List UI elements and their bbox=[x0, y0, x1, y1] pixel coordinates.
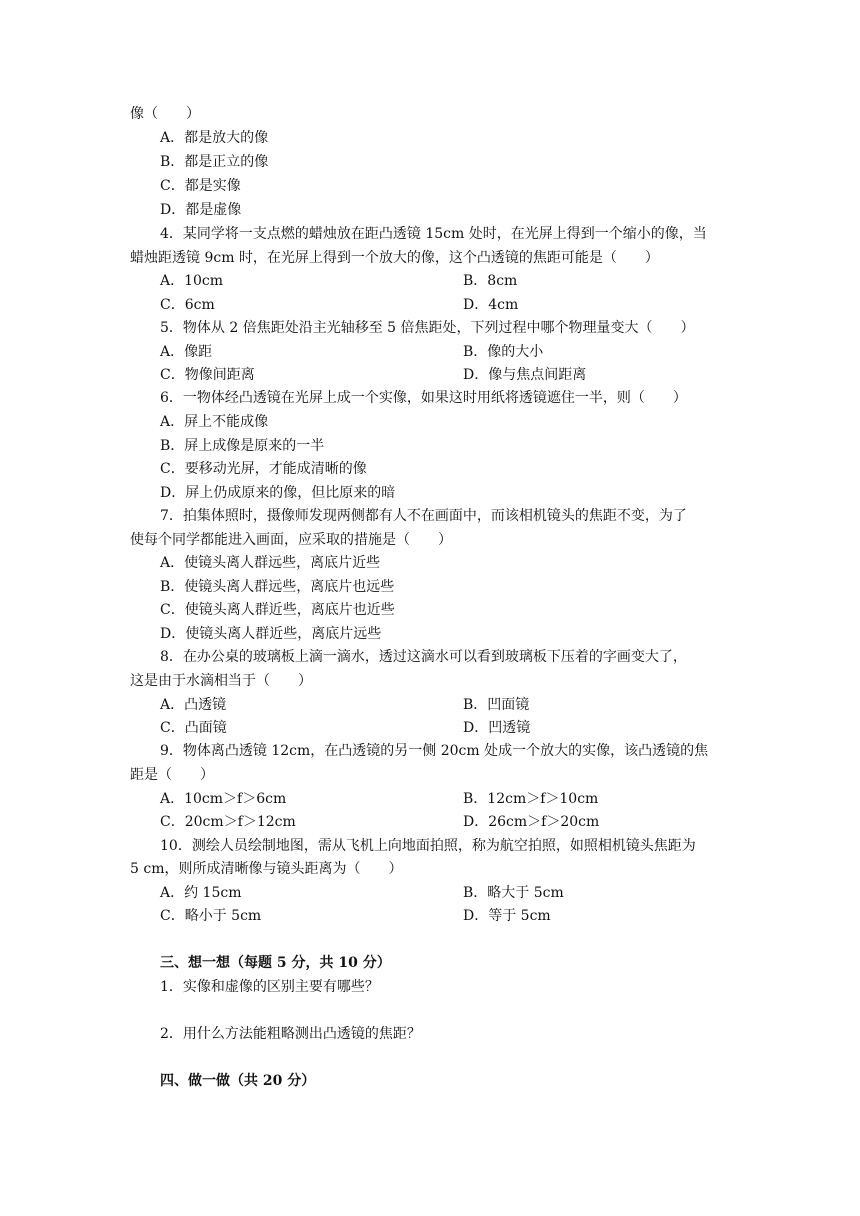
q6-option-a: A．屏上不能成像 bbox=[160, 414, 269, 430]
q10-option-a: A．约 15cm bbox=[160, 885, 242, 901]
q10-stem-line2: 5 cm，则所成清晰像与镜头距离为（ ） bbox=[130, 861, 403, 877]
q8-stem-line1: 8．在办公桌的玻璃板上滴一滴水，透过这滴水可以看到玻璃板下压着的字画变大了， bbox=[160, 649, 687, 665]
q7-option-b: B．使镜头离人群远些，离底片也远些 bbox=[160, 579, 395, 595]
q9-option-c: C．20cm＞f＞12cm bbox=[160, 814, 296, 830]
q4-option-d: D．4cm bbox=[463, 297, 519, 313]
q7-stem-line2: 使每个同学都能进入画面，应采取的措施是（ ） bbox=[130, 532, 452, 548]
q8-option-c: C．凸面镜 bbox=[160, 720, 227, 736]
q4-stem-line1: 4．某同学将一支点燃的蜡烛放在距凸透镜 15cm 处时，在光屏上得到一个缩小的像，当 bbox=[160, 226, 707, 242]
q7-option-d: D．使镜头离人群近些，离底片远些 bbox=[160, 626, 382, 642]
q4-option-a: A．10cm bbox=[160, 273, 224, 289]
q9-option-d: D．26cm＞f＞20cm bbox=[463, 814, 600, 830]
q6-stem: 6．一物体经凸透镜在光屏上成一个实像，如果这时用纸将透镜遮住一半，则（ ） bbox=[160, 390, 687, 406]
section3-heading: 三、想一想（每题 5 分，共 10 分） bbox=[160, 955, 391, 971]
q5-option-b: B．像的大小 bbox=[463, 344, 544, 360]
q4-stem-line2: 蜡烛距透镜 9cm 时，在光屏上得到一个放大的像，这个凸透镜的焦距可能是（ ） bbox=[130, 250, 659, 266]
q3-option-b: B．都是正立的像 bbox=[160, 154, 269, 170]
q9-option-b: B．12cm＞f＞10cm bbox=[463, 791, 599, 807]
q10-stem-line1: 10．测绘人员绘制地图，需从飞机上向地面拍照，称为航空拍照，如照相机镜头焦距为 bbox=[160, 838, 696, 854]
q7-option-c: C．使镜头离人群近些，离底片也近些 bbox=[160, 602, 395, 618]
q8-option-b: B．凹面镜 bbox=[463, 697, 530, 713]
q5-option-a: A．像距 bbox=[160, 344, 213, 360]
q5-stem: 5．物体从 2 倍焦距处沿主光轴移至 5 倍焦距处，下列过程中哪个物理量变大（ ） bbox=[160, 320, 695, 336]
q6-option-b: B．屏上成像是原来的一半 bbox=[160, 438, 325, 454]
q7-option-a: A．使镜头离人群远些，离底片近些 bbox=[160, 555, 381, 571]
q3-option-c: C．都是实像 bbox=[160, 178, 241, 194]
q8-option-d: D．凹透镜 bbox=[463, 720, 531, 736]
q9-stem-line1: 9．物体离凸透镜 12cm，在凸透镜的另一侧 20cm 处成一个放大的实像，该凸透镜的焦 bbox=[160, 743, 709, 759]
q5-option-c: C．物像间距离 bbox=[160, 367, 255, 383]
q10-option-b: B．略大于 5cm bbox=[463, 885, 564, 901]
q4-option-c: C．6cm bbox=[160, 297, 215, 313]
q10-option-c: C．略小于 5cm bbox=[160, 908, 262, 924]
q9-stem-line2: 距是（ ） bbox=[130, 767, 214, 783]
section4-heading: 四、做一做（共 20 分） bbox=[160, 1073, 316, 1089]
q6-option-c: C．要移动光屏，才能成清晰的像 bbox=[160, 461, 367, 477]
q9-option-a: A．10cm＞f＞6cm bbox=[160, 791, 287, 807]
q7-stem-line1: 7．拍集体照时，摄像师发现两侧都有人不在画面中，而该相机镜头的焦距不变，为了 bbox=[160, 508, 687, 524]
q10-option-d: D．等于 5cm bbox=[463, 908, 551, 924]
q3-option-a: A．都是放大的像 bbox=[160, 130, 269, 146]
q8-stem-line2: 这是由于水滴相当于（ ） bbox=[130, 673, 312, 689]
section3-item-1: 1．实像和虚像的区别主要有哪些？ bbox=[160, 979, 379, 995]
section3-item-2: 2．用什么方法能粗略测出凸透镜的焦距？ bbox=[160, 1026, 421, 1042]
q4-option-b: B．8cm bbox=[463, 273, 518, 289]
q3-option-d: D．都是虚像 bbox=[160, 202, 242, 218]
q3-stem-tail: 像（ ） bbox=[130, 106, 200, 122]
q6-option-d: D．屏上仍成原来的像，但比原来的暗 bbox=[160, 485, 396, 501]
q8-option-a: A．凸透镜 bbox=[160, 697, 227, 713]
q5-option-d: D．像与焦点间距离 bbox=[463, 367, 587, 383]
